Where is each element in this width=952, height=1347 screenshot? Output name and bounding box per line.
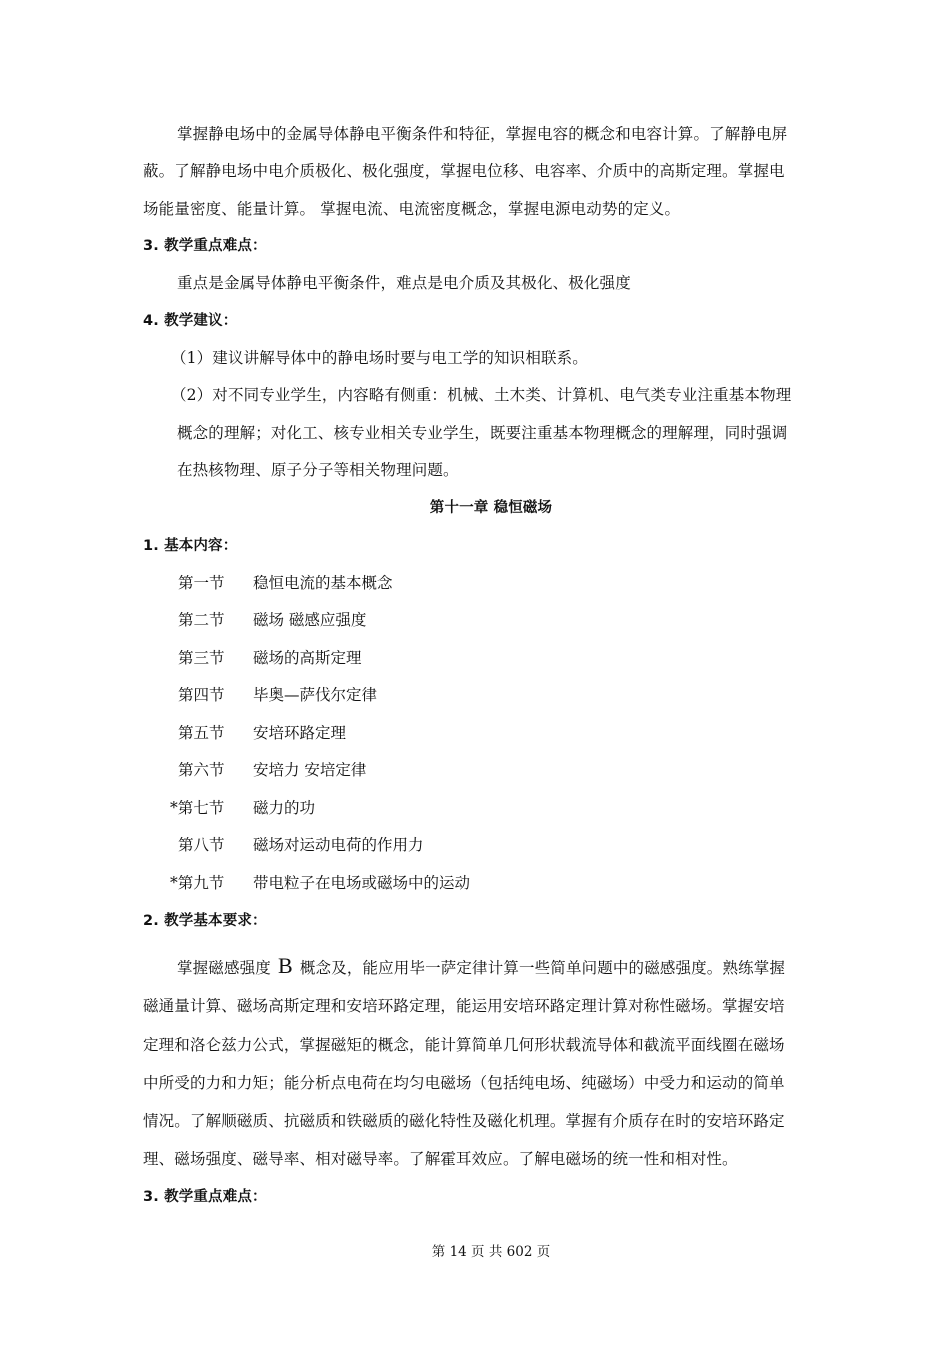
section4-item-2: （2）对不同专业学生，内容略有侧重：机械、土木类、计算机、电气类专业注重基本物理 [171,386,792,404]
intro-line-2: 蔽。了解静电场中电介质极化、极化强度，掌握电位移、电容率、介质中的高斯定理。掌握电 [143,162,785,180]
requirements-text-before: 掌握磁感强度 [177,959,271,977]
chapter-title: 第十一章 稳恒磁场 [429,500,553,516]
section-number: 第二节 [178,611,225,629]
section-entry [178,835,424,855]
section-title: 稳恒电流的基本概念 [253,574,393,592]
requirements-line-1 [177,953,837,978]
section-title: 磁力的功 [253,799,316,817]
section-number: 第五节 [178,724,225,742]
requirements-line-4: 中所受的力和力矩；能分析点电荷在均匀电磁场（包括纯电场、纯磁场）中受力和运动的简单 [143,1074,785,1092]
section3-text: 重点是金属导体静电平衡条件，难点是电介质及其极化、极化强度 [177,274,631,292]
requirements-line-5: 情况。了解顺磁质、抗磁质和铁磁质的磁化特性及磁化机理。掌握有介质存在时的安培环路定 [143,1112,785,1130]
section-number: 第一节 [178,574,225,592]
section-entry [170,873,470,893]
section-entry [178,648,362,668]
requirements-line-3: 定理和洛仑兹力公式，掌握磁矩的概念，能计算简单几何形状载流导体和截流平面线圈在磁场 [143,1036,785,1054]
requirements-line-2: 磁通量计算、磁场高斯定理和安培环路定理，能运用安培环路定理计算对称性磁场。掌握安培 [143,997,785,1015]
section-number: 第八节 [178,836,225,854]
section-entry [178,610,366,630]
section4-item-2-end: 在热核物理、原子分子等相关物理问题。 [177,461,459,479]
magnetic-field-symbol: B [277,953,293,978]
section-title: 磁场对运动电荷的作用力 [253,836,424,854]
requirements-text-after: 概念及，能应用毕一萨定律计算一些简单问题中的磁感强度。熟练掌握 [299,959,786,977]
intro-line-3: 场能量密度、能量计算。 掌握电流、电流密度概念，掌握电源电动势的定义。 [143,200,681,218]
page-footer: 第 14 页 共 602 页 [431,1244,551,1260]
section4-item-2-cont: 概念的理解；对化工、核专业相关专业学生，既要注重基本物理概念的理解理，同时强调 [177,424,788,442]
section-entry [170,798,315,818]
section-title: 毕奥—萨伐尔定律 [253,686,378,704]
section-number: *第七节 [170,799,225,817]
section3-heading: 3. 教学重点难点： [143,238,267,254]
section-title: 安培环路定理 [253,724,347,742]
section-entry [178,723,346,743]
section-title: 安培力 安培定律 [253,761,367,779]
section-number: *第九节 [170,874,225,892]
section-entry [178,760,366,780]
requirements-line-6: 理、磁场强度、磁导率、相对磁导率。了解霍耳效应。了解电磁场的统一性和相对性。 [143,1150,738,1168]
section-number: 第四节 [178,686,225,704]
section-title: 带电粒子在电场或磁场中的运动 [253,874,471,892]
section-number: 第三节 [178,649,225,667]
section-number: 第六节 [178,761,225,779]
ch11-section1-heading: 1. 基本内容： [143,538,238,554]
intro-line-1: 掌握静电场中的金属导体静电平衡条件和特征，掌握电容的概念和电容计算。了解静电屏 [177,125,788,143]
section-title: 磁场 磁感应强度 [253,611,367,629]
ch11-section2-heading: 2. 教学基本要求： [143,913,267,929]
ch11-section3-heading: 3. 教学重点难点： [143,1189,267,1205]
section-entry [178,685,377,705]
section4-heading: 4. 教学建议： [143,313,238,329]
section-title: 磁场的高斯定理 [253,649,362,667]
section4-item-1: （1）建议讲解导体中的静电场时要与电工学的知识相联系。 [171,349,588,367]
section-entry [178,573,393,593]
